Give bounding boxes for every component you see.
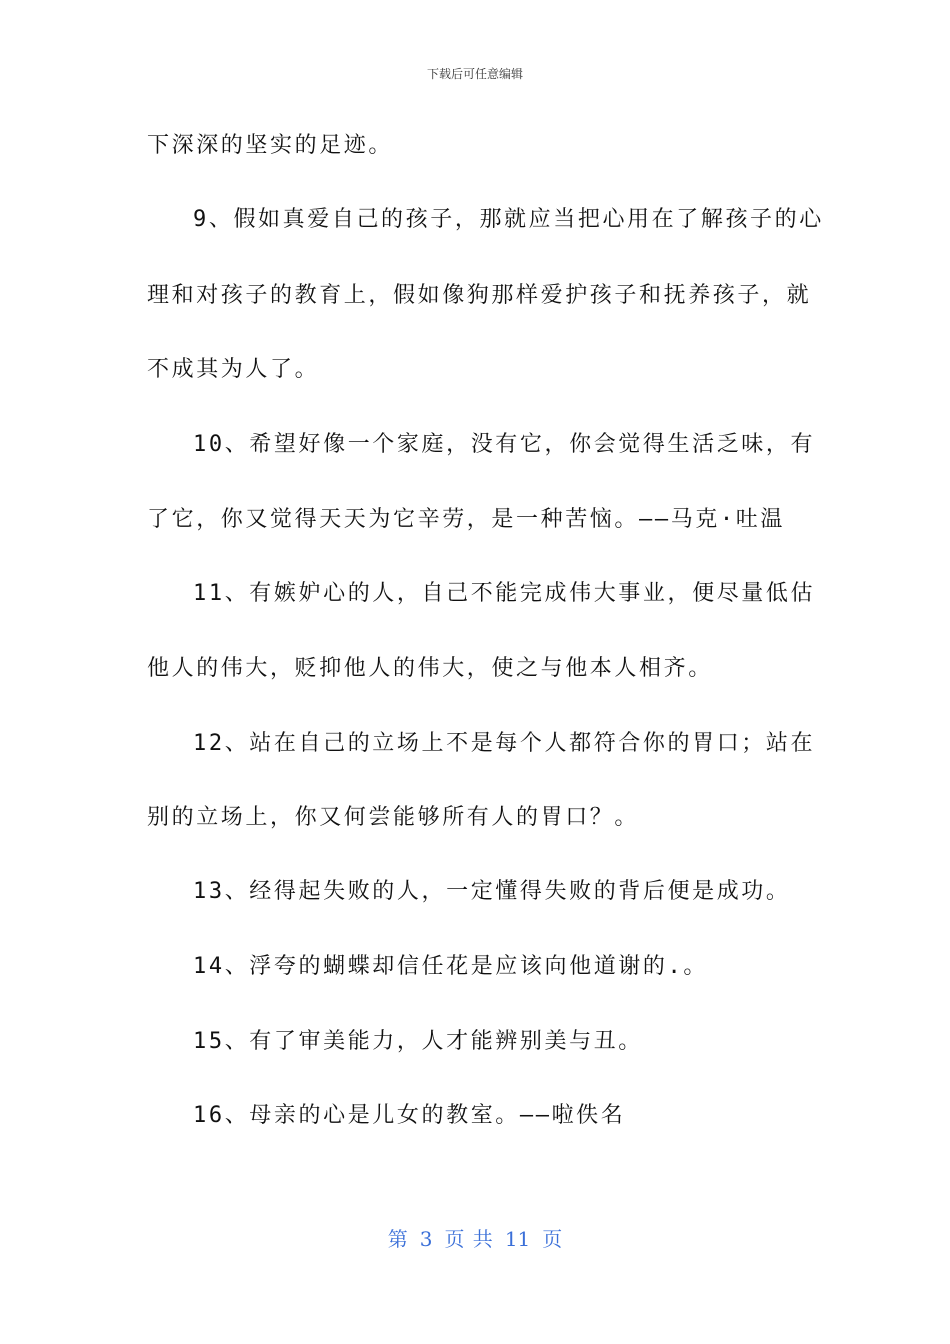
text-line: 别的立场上，你又何尝能够所有人的胃口？。 bbox=[147, 805, 640, 830]
text-line: 他人的伟大，贬抑他人的伟大，使之与他本人相齐。 bbox=[147, 656, 713, 681]
text-line: 11、有嫉妒心的人，自己不能完成伟大事业，便尽量低估 bbox=[193, 581, 816, 606]
page-header: 下载后可任意编辑 bbox=[426, 67, 523, 81]
text-line: 14、浮夸的蝴蝶却信任花是应该向他道谢的.。 bbox=[193, 954, 708, 979]
text-line: 12、站在自己的立场上不是每个人都符合你的胃口；站在 bbox=[193, 731, 816, 756]
text-line: 15、有了审美能力，人才能辨别美与丑。 bbox=[193, 1029, 643, 1054]
page-footer-suffix: 页 bbox=[542, 1227, 563, 1251]
text-line: 了它，你又觉得天天为它辛劳，是一种苦恼。——马克·吐温 bbox=[147, 507, 785, 532]
text-line: 9、假如真爱自己的孩子，那就应当把心用在了解孩子的心 bbox=[193, 207, 824, 232]
text-line: 16、母亲的心是儿女的教室。——啦佚名 bbox=[193, 1103, 626, 1128]
text-line: 理和对孩子的教育上，假如像狗那样爱护孩子和抚养孩子，就 bbox=[147, 283, 812, 308]
text-line: 13、经得起失败的人，一定懂得失败的背后便是成功。 bbox=[193, 879, 791, 904]
page-number: 3 bbox=[419, 1227, 433, 1251]
text-line: 下深深的坚实的足迹。 bbox=[147, 133, 394, 158]
page-total: 11 bbox=[504, 1227, 531, 1251]
page-footer bbox=[0, 1226, 950, 1252]
text-line: 不成其为人了。 bbox=[147, 357, 320, 382]
text-line: 10、希望好像一个家庭，没有它，你会觉得生活乏味，有 bbox=[193, 432, 816, 457]
page-footer-middle: 页 共 bbox=[444, 1227, 493, 1251]
page-footer-prefix: 第 bbox=[387, 1227, 408, 1251]
